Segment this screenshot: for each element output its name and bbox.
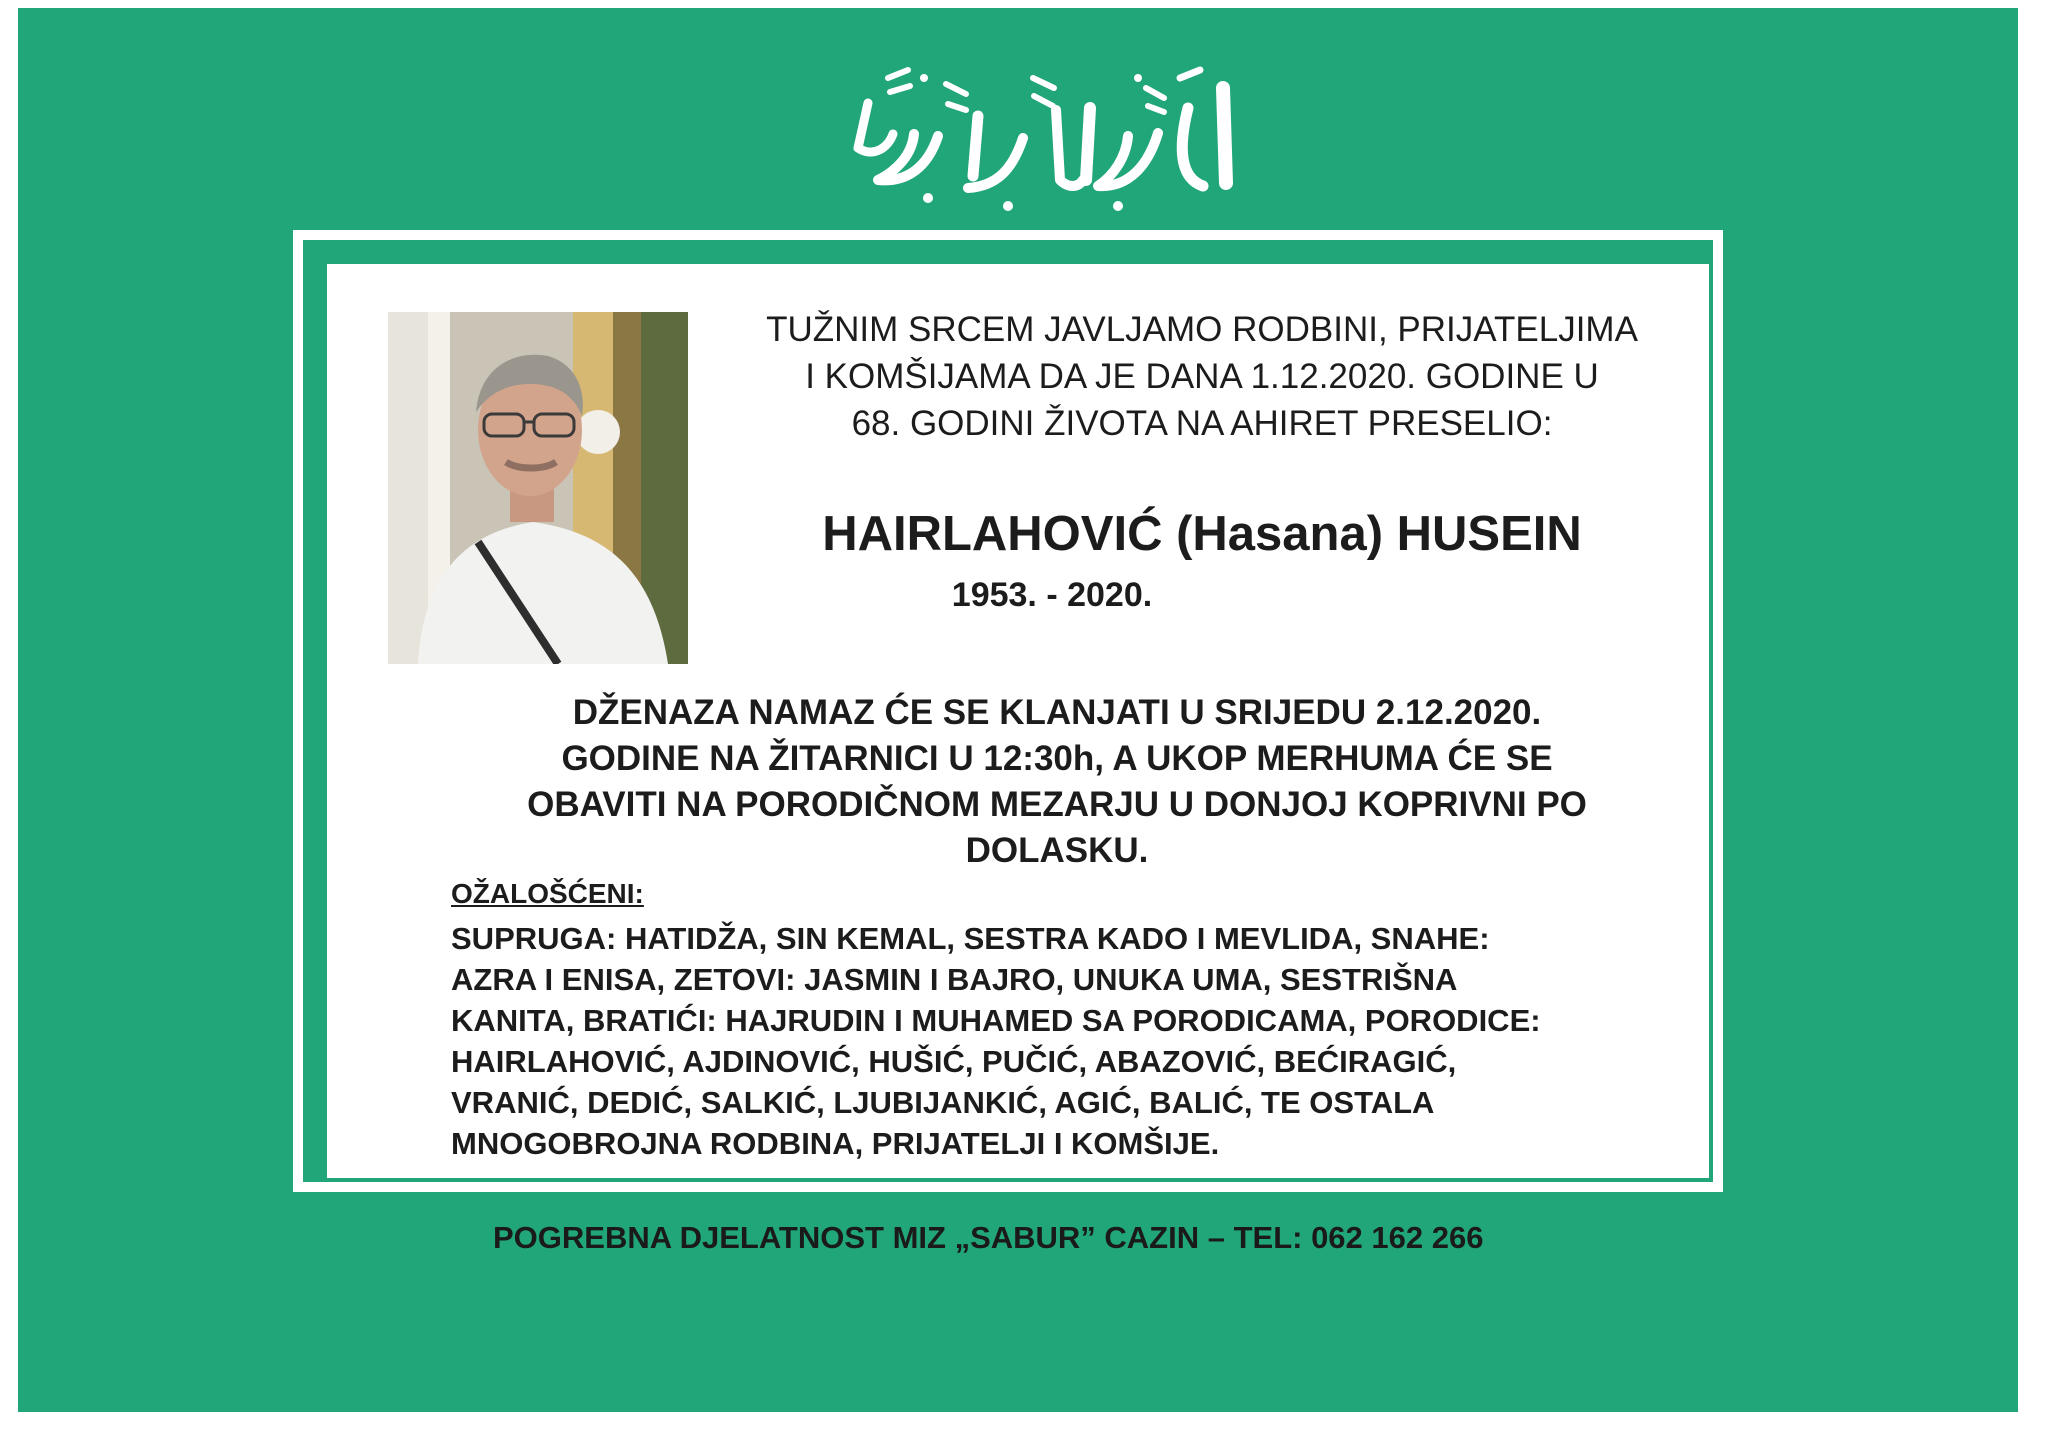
- notice-frame-border: [303, 240, 1713, 1182]
- life-years: 1953. - 2020.: [951, 576, 1153, 614]
- funeral-details: [417, 690, 1697, 874]
- notice-frame: [293, 230, 1723, 1192]
- mourners-line: KANITA, BRATIĆI: HAJRUDIN I MUHAMED SA PORODICAMA, PORODICE:: [451, 1003, 1541, 1038]
- mourners-list: [451, 918, 1691, 1164]
- mourners-line: VRANIĆ, DEDIĆ, SALKIĆ, LJUBIJANKIĆ, AGIĆ, BALIĆ, TE OSTALA: [451, 1085, 1435, 1120]
- arabic-calligraphy-icon: [828, 48, 1248, 228]
- announcement-intro: [702, 306, 1702, 447]
- mourners-line: AZRA I ENISA, ZETOVI: JASMIN I BAJRO, UNUKA UMA, SESTRIŠNA: [451, 962, 1458, 997]
- deceased-name: HAIRLAHOVIĆ (Hasana) HUSEIN: [822, 507, 1582, 561]
- obituary-sheet: [18, 8, 2018, 1412]
- mourners-line: SUPRUGA: HATIDŽA, SIN KEMAL, SESTRA KADO I MEVLIDA, SNAHE:: [451, 921, 1490, 956]
- mourners-heading: OŽALOŠĆENI:: [451, 878, 644, 909]
- funeral-line: DŽENAZA NAMAZ ĆE SE KLANJATI U SRIJEDU 2.12.2020.: [572, 693, 1542, 732]
- mourners-line: MNOGOBROJNA RODBINA, PRIJATELJI I KOMŠIJE.: [451, 1126, 1220, 1161]
- deceased-portrait-photo: [388, 312, 688, 664]
- funeral-line: GODINE NA ŽITARNICI U 12:30h, A UKOP MERHUMA ĆE SE: [561, 739, 1553, 778]
- notice-panel: [327, 264, 1709, 1178]
- intro-line: 68. GODINI ŽIVOTA NA AHIRET PRESELIO:: [851, 404, 1553, 443]
- intro-line: I KOMŠIJAMA DA JE DANA 1.12.2020. GODINE U: [805, 357, 1599, 396]
- funeral-line: OBAVITI NA PORODIČNOM MEZARJU U DONJOJ KOPRIVNI PO: [527, 785, 1587, 824]
- mourners-line: HAIRLAHOVIĆ, AJDINOVIĆ, HUŠIĆ, PUČIĆ, ABAZOVIĆ, BEĆIRAGIĆ,: [451, 1044, 1457, 1079]
- intro-line: TUŽNIM SRCEM JAVLJAMO RODBINI, PRIJATELJIMA: [766, 310, 1638, 349]
- funeral-line: DOLASKU.: [965, 831, 1149, 870]
- funeral-service-footer: POGREBNA DJELATNOST MIZ „SABUR” CAZIN – TEL: 062 162 266: [493, 1220, 1484, 1255]
